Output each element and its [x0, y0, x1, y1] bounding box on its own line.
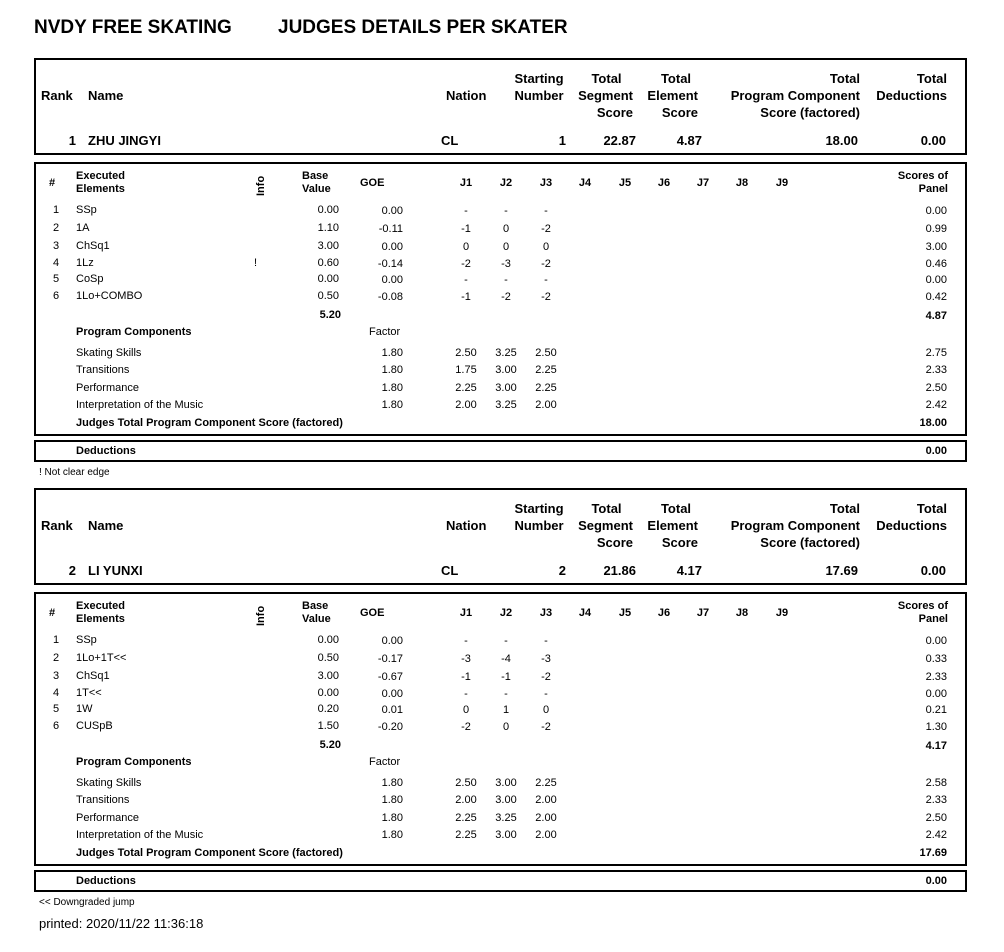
- element-base-value: 0.50: [317, 290, 339, 302]
- component-judge-score: 2.25: [455, 812, 477, 824]
- footnote: ! Not clear edge: [39, 467, 110, 478]
- element-base-value: 1.10: [317, 222, 339, 234]
- component-name: Interpretation of the Music: [76, 399, 204, 411]
- judge-header-j5: J5: [618, 607, 632, 619]
- element-code: ChSq1: [76, 240, 110, 252]
- judge-header-j2: J2: [499, 177, 513, 189]
- element-panel-score: 0.00: [925, 205, 947, 217]
- total-segment-header: Total Segment Score: [578, 71, 633, 120]
- element-code: SSp: [76, 634, 97, 646]
- total-deductions-header: Total Deductions: [876, 71, 947, 103]
- element-goe: 0.00: [381, 205, 403, 217]
- judge-header-j3: J3: [539, 177, 553, 189]
- element-judge-score: 0: [502, 223, 510, 235]
- element-goe: -0.20: [377, 721, 403, 733]
- judges-total-pcs-value: 18.00: [919, 417, 947, 429]
- element-panel-score: 0.00: [925, 635, 947, 647]
- element-base-value: 3.00: [317, 670, 339, 682]
- component-name: Performance: [76, 382, 139, 394]
- component-factor: 1.80: [381, 794, 403, 806]
- element-panel-score: 3.00: [925, 241, 947, 253]
- element-judge-score: -2: [541, 291, 551, 303]
- element-judge-score: 0: [542, 241, 550, 253]
- info-header: Info: [255, 605, 267, 626]
- component-panel-score: 2.75: [925, 347, 947, 359]
- element-panel-score: 0.00: [925, 688, 947, 700]
- component-judge-score: 2.25: [535, 777, 557, 789]
- component-factor: 1.80: [381, 829, 403, 841]
- element-judge-score: -: [544, 688, 548, 700]
- scores-of-panel-header: Scores of Panel: [897, 600, 948, 625]
- element-number: 1: [53, 204, 60, 216]
- component-judge-score: 2.25: [455, 382, 477, 394]
- element-code: 1W: [76, 703, 93, 715]
- element-base-value: 0.20: [317, 703, 339, 715]
- element-judge-score: -2: [461, 721, 471, 733]
- element-code: 1Lo+1T<<: [76, 652, 127, 664]
- base-value-header: Base Value: [302, 600, 331, 625]
- element-judge-score: -: [464, 205, 468, 217]
- element-panel-score: 0.46: [925, 258, 947, 270]
- factor-header: Factor: [369, 756, 401, 768]
- element-judge-score: -1: [461, 223, 471, 235]
- element-judge-score: -3: [501, 258, 511, 270]
- element-code: 1Lz: [76, 257, 94, 269]
- skater-nation: CL: [441, 133, 459, 148]
- component-judge-score: 2.50: [535, 347, 557, 359]
- name-header: Name: [88, 518, 124, 533]
- element-goe: 0.00: [381, 688, 403, 700]
- element-number: 3: [53, 670, 60, 682]
- footnote: << Downgraded jump: [39, 897, 135, 908]
- judge-header-j9: J9: [775, 177, 789, 189]
- deductions-value: 0.00: [925, 445, 947, 457]
- element-judge-score: -: [504, 205, 508, 217]
- total-element-score: 4.87: [676, 133, 702, 148]
- component-judge-score: 3.25: [495, 812, 517, 824]
- component-panel-score: 2.58: [925, 777, 947, 789]
- element-base-value: 0.00: [317, 687, 339, 699]
- element-judge-score: -1: [501, 671, 511, 683]
- deductions-value: 0.00: [925, 875, 947, 887]
- starting-number-header: Starting Number: [514, 501, 564, 533]
- deductions-label: Deductions: [76, 445, 136, 457]
- element-number: 5: [53, 273, 60, 285]
- judge-header-j4: J4: [578, 177, 592, 189]
- factor-header: Factor: [369, 326, 401, 338]
- element-judge-score: -4: [501, 653, 511, 665]
- program-components-header: Program Components: [76, 326, 192, 338]
- total-deductions-header: Total Deductions: [876, 501, 947, 533]
- element-number: 6: [53, 720, 60, 732]
- starting-number-header: Starting Number: [514, 71, 564, 103]
- element-judge-score: -: [464, 688, 468, 700]
- total-deductions-score: 0.00: [920, 133, 946, 148]
- skater-nation: CL: [441, 563, 459, 578]
- component-judge-score: 2.00: [535, 399, 557, 411]
- total-element-header: Total Element Score: [647, 501, 698, 550]
- element-judge-score: -2: [541, 671, 551, 683]
- component-factor: 1.80: [381, 399, 403, 411]
- rank-header: Rank: [41, 518, 73, 533]
- element-judge-score: -: [464, 635, 468, 647]
- judges-total-pcs-label: Judges Total Program Component Score (factored): [76, 417, 343, 429]
- element-panel-score: 0.00: [925, 274, 947, 286]
- element-code: SSp: [76, 204, 97, 216]
- element-base-value: 3.00: [317, 240, 339, 252]
- component-judge-score: 2.25: [535, 382, 557, 394]
- judges-total-pcs-value: 17.69: [919, 847, 947, 859]
- judge-header-j1: J1: [459, 177, 473, 189]
- element-number: 5: [53, 703, 60, 715]
- element-code: 1T<<: [76, 687, 102, 699]
- element-judge-score: 0: [502, 241, 510, 253]
- total-pcs-header: Total Program Component Score (factored): [730, 71, 860, 120]
- deductions-label: Deductions: [76, 875, 136, 887]
- elements-panel-total: 4.87: [925, 310, 947, 322]
- element-number: 1: [53, 634, 60, 646]
- component-judge-score: 2.00: [535, 812, 557, 824]
- component-name: Skating Skills: [76, 347, 142, 359]
- skater-name: ZHU JINGYI: [88, 133, 161, 148]
- skater-starting-number: 2: [558, 563, 566, 578]
- judge-header-j2: J2: [499, 607, 513, 619]
- element-judge-score: -: [464, 274, 468, 286]
- component-panel-score: 2.33: [925, 364, 947, 376]
- component-judge-score: 3.25: [495, 347, 517, 359]
- element-panel-score: 0.21: [925, 704, 947, 716]
- element-goe: 0.00: [381, 241, 403, 253]
- executed-elements-header: Executed Elements: [76, 600, 125, 625]
- total-segment-score: 22.87: [603, 133, 636, 148]
- component-judge-score: 3.00: [495, 829, 517, 841]
- num-header: #: [49, 177, 56, 189]
- component-judge-score: 2.00: [455, 794, 477, 806]
- element-panel-score: 0.42: [925, 291, 947, 303]
- component-judge-score: 3.00: [495, 794, 517, 806]
- component-judge-score: 3.00: [495, 777, 517, 789]
- element-goe: 0.00: [381, 274, 403, 286]
- element-judge-score: -: [544, 205, 548, 217]
- judge-header-j9: J9: [775, 607, 789, 619]
- deductions-box: [34, 440, 967, 462]
- component-judge-score: 2.00: [535, 829, 557, 841]
- element-number: 3: [53, 240, 60, 252]
- deductions-box: [34, 870, 967, 892]
- component-name: Performance: [76, 812, 139, 824]
- component-panel-score: 2.50: [925, 812, 947, 824]
- scores-of-panel-header: Scores of Panel: [897, 170, 948, 195]
- name-header: Name: [88, 88, 124, 103]
- element-judge-score: -: [504, 635, 508, 647]
- element-number: 6: [53, 290, 60, 302]
- element-base-value: 0.00: [317, 204, 339, 216]
- element-goe: -0.14: [377, 258, 403, 270]
- rank-header: Rank: [41, 88, 73, 103]
- info-header: Info: [255, 175, 267, 196]
- component-factor: 1.80: [381, 777, 403, 789]
- element-number: 4: [53, 257, 60, 269]
- element-code: CUSpB: [76, 720, 113, 732]
- element-judge-score: -2: [501, 291, 511, 303]
- component-judge-score: 2.00: [455, 399, 477, 411]
- element-code: 1A: [76, 222, 90, 234]
- judge-header-j5: J5: [618, 177, 632, 189]
- element-goe: 0.00: [381, 635, 403, 647]
- element-judge-score: -1: [461, 671, 471, 683]
- element-base-value: 0.50: [317, 652, 339, 664]
- report-title: JUDGES DETAILS PER SKATER: [278, 17, 568, 38]
- component-name: Interpretation of the Music: [76, 829, 204, 841]
- total-pcs-header: Total Program Component Score (factored): [730, 501, 860, 550]
- judge-header-j7: J7: [696, 607, 710, 619]
- element-panel-score: 1.30: [925, 721, 947, 733]
- element-judge-score: -2: [541, 721, 551, 733]
- element-goe: -0.08: [377, 291, 403, 303]
- skater-starting-number: 1: [558, 133, 566, 148]
- component-judge-score: 2.25: [535, 364, 557, 376]
- element-panel-score: 2.33: [925, 671, 947, 683]
- element-judge-score: 0: [502, 721, 510, 733]
- judge-header-j8: J8: [735, 607, 749, 619]
- element-judge-score: -: [504, 688, 508, 700]
- total-segment-header: Total Segment Score: [578, 501, 633, 550]
- judge-header-j7: J7: [696, 177, 710, 189]
- component-panel-score: 2.33: [925, 794, 947, 806]
- total-pcs-score: 18.00: [825, 133, 858, 148]
- element-goe: -0.67: [377, 671, 403, 683]
- element-code: CoSp: [76, 273, 104, 285]
- element-goe: 0.01: [381, 704, 403, 716]
- executed-elements-header: Executed Elements: [76, 170, 125, 195]
- component-panel-score: 2.42: [925, 399, 947, 411]
- element-code: 1Lo+COMBO: [76, 290, 143, 302]
- component-factor: 1.80: [381, 364, 403, 376]
- skater-rank: 2: [68, 563, 76, 578]
- element-judge-score: -: [544, 635, 548, 647]
- element-judge-score: 1: [502, 704, 510, 716]
- program-components-header: Program Components: [76, 756, 192, 768]
- skater-rank: 1: [68, 133, 76, 148]
- total-pcs-score: 17.69: [825, 563, 858, 578]
- element-judge-score: 0: [542, 704, 550, 716]
- element-judge-score: -3: [461, 653, 471, 665]
- nation-header: Nation: [446, 518, 487, 533]
- element-base-value: 1.50: [317, 720, 339, 732]
- element-judge-score: -1: [461, 291, 471, 303]
- component-name: Transitions: [76, 364, 130, 376]
- element-base-value: 0.00: [317, 273, 339, 285]
- element-judge-score: -3: [541, 653, 551, 665]
- component-judge-score: 3.00: [495, 364, 517, 376]
- component-panel-score: 2.42: [925, 829, 947, 841]
- component-judge-score: 3.00: [495, 382, 517, 394]
- element-number: 2: [53, 652, 60, 664]
- component-judge-score: 3.25: [495, 399, 517, 411]
- total-deductions-score: 0.00: [920, 563, 946, 578]
- element-number: 4: [53, 687, 60, 699]
- element-goe: -0.17: [377, 653, 403, 665]
- goe-header: GOE: [360, 177, 385, 189]
- judge-header-j6: J6: [657, 177, 671, 189]
- judge-header-j4: J4: [578, 607, 592, 619]
- event-title: NVDY FREE SKATING: [34, 17, 232, 38]
- element-judge-score: 0: [462, 704, 470, 716]
- total-element-header: Total Element Score: [647, 71, 698, 120]
- element-judge-score: -: [544, 274, 548, 286]
- skater-name: LI YUNXI: [88, 563, 143, 578]
- component-factor: 1.80: [381, 382, 403, 394]
- component-panel-score: 2.50: [925, 382, 947, 394]
- printed-timestamp: printed: 2020/11/22 11:36:18: [39, 916, 204, 931]
- component-factor: 1.80: [381, 812, 403, 824]
- element-info: !: [254, 257, 258, 269]
- element-panel-score: 0.99: [925, 223, 947, 235]
- nation-header: Nation: [446, 88, 487, 103]
- component-factor: 1.80: [381, 347, 403, 359]
- element-judge-score: -2: [541, 223, 551, 235]
- element-base-value: 0.00: [317, 634, 339, 646]
- base-value-header: Base Value: [302, 170, 331, 195]
- total-element-score: 4.17: [676, 563, 702, 578]
- component-judge-score: 2.25: [455, 829, 477, 841]
- total-segment-score: 21.86: [603, 563, 636, 578]
- base-value-total: 5.20: [319, 739, 341, 751]
- goe-header: GOE: [360, 607, 385, 619]
- elements-panel-total: 4.17: [925, 740, 947, 752]
- judge-header-j8: J8: [735, 177, 749, 189]
- element-panel-score: 0.33: [925, 653, 947, 665]
- component-judge-score: 2.50: [455, 347, 477, 359]
- element-judge-score: -: [504, 274, 508, 286]
- element-code: ChSq1: [76, 670, 110, 682]
- num-header: #: [49, 607, 56, 619]
- element-base-value: 0.60: [317, 257, 339, 269]
- element-judge-score: -2: [461, 258, 471, 270]
- judge-header-j3: J3: [539, 607, 553, 619]
- component-name: Transitions: [76, 794, 130, 806]
- component-judge-score: 2.00: [535, 794, 557, 806]
- element-number: 2: [53, 222, 60, 234]
- judges-total-pcs-label: Judges Total Program Component Score (factored): [76, 847, 343, 859]
- element-judge-score: 0: [462, 241, 470, 253]
- component-judge-score: 2.50: [455, 777, 477, 789]
- judge-header-j6: J6: [657, 607, 671, 619]
- element-goe: -0.11: [378, 223, 403, 235]
- judge-header-j1: J1: [459, 607, 473, 619]
- base-value-total: 5.20: [319, 309, 341, 321]
- component-judge-score: 1.75: [455, 364, 477, 376]
- element-judge-score: -2: [541, 258, 551, 270]
- component-name: Skating Skills: [76, 777, 142, 789]
